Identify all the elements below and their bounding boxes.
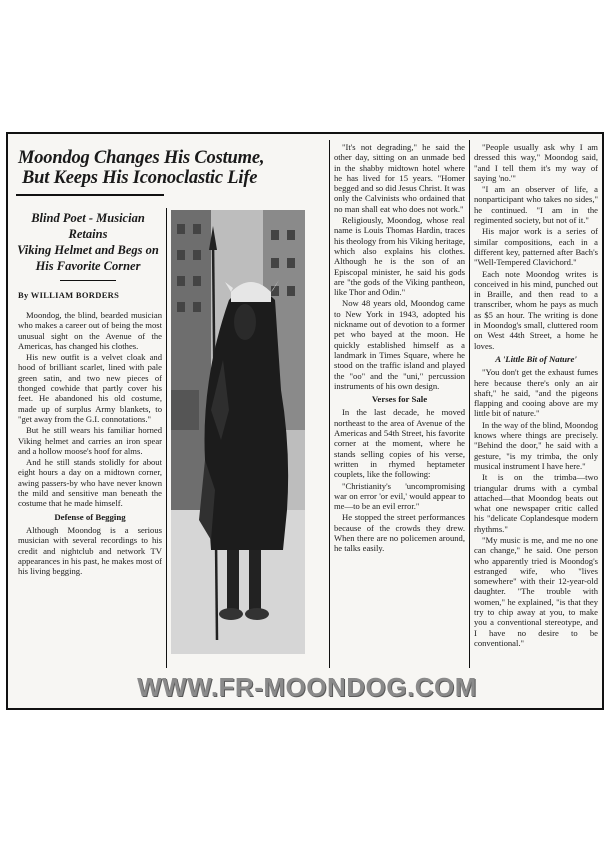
- paragraph: "I am an observer of life, a nonparticipant who takes no sides," he continued. "I am in the regimented society, but not of it.": [474, 184, 598, 226]
- paragraph: He stopped the street performances because of the crowds they drew. When there are no policemen around, he talks easily.: [334, 512, 465, 554]
- article-column-2: [334, 142, 465, 555]
- paragraph: His major work is a series of similar compositions, each in a different key, patterned after Bach's "Well-Tempered Clavichord.": [474, 226, 598, 268]
- paragraph: Now 48 years old, Moondog came to New York in 1943, adopted his nickname out of devotion to a former pet who bayed at the moon. He quickly established himself as a landmark in Times Square, where he stood on the traffic island and played the "oo" and the "uni," percussion instruments of his own design.: [334, 298, 465, 391]
- paragraph: Religiously, Moondog, whose real name is Louis Thomas Hardin, traces his theology from his Viking heritage, which also explains his clothes. Although he is the son of an Episcopal minister, he said his gods are "the gods of the Viking pantheon, like Thor and Odin.": [334, 215, 465, 298]
- section-heading: Defense of Begging: [54, 511, 126, 522]
- paragraph: It is on the trimba—two triangular drums with a cymbal attached—that Moondog beats out what one newspaper critic called his "delicate Coplandesque modern rhythms.": [474, 472, 598, 534]
- paragraph: Moondog, the blind, bearded musician who makes a career out of being the most unusual sight on the Avenue of the Americas, has changed his clothes.: [18, 310, 162, 351]
- paragraph: And he still stands stolidly for about eight hours a day on a midtown corner, awing passers-by who have never known the mild and sensitive man beneath the costume that he made himself.: [18, 457, 162, 509]
- moondog-photo: [171, 210, 305, 654]
- subhead-line-3: His Favorite Corner: [35, 259, 141, 273]
- column-divider-2: [329, 140, 330, 668]
- watermark: WWW.FR-MOONDOG.COM: [137, 672, 477, 702]
- column-divider-3: [469, 140, 470, 668]
- headline-rule: [16, 194, 164, 196]
- subheadline: [14, 210, 162, 274]
- paragraph: But he still wears his familiar horned Viking helmet and carries an iron spear and a hollow moose's hoof for alms.: [18, 425, 162, 456]
- paragraph: Each note Moondog writes is conceived in his mind, punched out in Braille, and then read to a transcriber, whom he pays as much as $5 an hour. The writing is done in Moondog's small, cluttered room on West 44th Street, a home he loves.: [474, 268, 598, 351]
- article-column-1: [18, 310, 162, 577]
- section-heading: Verses for Sale: [371, 394, 428, 405]
- article-column-3: [474, 142, 598, 649]
- paragraph: "You don't get the exhaust fumes here because there's only an air shaft," he said, "and the pigeons flapping and cooing above are my little bit of nature.": [474, 367, 598, 419]
- paragraph: "It's not degrading," he said the other day, sitting on an unmade bed in the shabby midtown hotel where he has lived for 15 years. "Homer begged and so did Jesus Christ. It was only the Calvinists who ordained that no man shall eat who does not work.": [334, 142, 465, 214]
- paragraph: "My music is me, and me no one can change," he said. One person who apparently tried is Moondog's estranged wife, who "lives somewhere" with their 12-year-old daughter. "The trouble with women," he explained, "is that they try to chip away at you, to make you a conventional stereotype, and I have no desire to be conventional.": [474, 534, 598, 648]
- section-heading: A 'Little Bit of Nature': [495, 353, 577, 364]
- subhead-line-1: Blind Poet - Musician Retains: [31, 211, 145, 241]
- paragraph: Although Moondog is a serious musician with several recordings to his credit and nightclub and network TV appearances in his past, he makes most of his living begging.: [18, 524, 162, 577]
- subhead-line-2: Viking Helmet and Begs on: [17, 243, 159, 257]
- subhead-rule: [60, 280, 116, 281]
- byline: By WILLIAM BORDERS: [18, 290, 120, 300]
- paragraph: "Christianity's 'uncompromising war on error 'or evil,' would appear to me—to be an evil error.": [334, 480, 465, 512]
- headline-line-2: But Keeps His Iconoclastic Life: [22, 168, 258, 188]
- paragraph: "People usually ask why I am dressed this way," Moondog said, "and I tell them it's my way of saying 'no.'": [474, 142, 598, 183]
- paragraph: His new outfit is a velvet cloak and hood of brilliant scarlet, lined with pale green satin, and two new pieces of thonged cowhide that partly cover his feet. He abandoned his old costume, made up of surplus Army blankets, to "get away from the G.I. connotations.": [18, 352, 162, 424]
- headline-line-1: Moondog Changes His Costume,: [18, 148, 265, 168]
- paragraph: In the way of the blind, Moondog knows where things are precisely. "Behind the door," he said with a gesture, "is my trimba, the only musical instrument I have here.": [474, 419, 598, 471]
- headline: [18, 148, 318, 188]
- newspaper-clipping: [6, 132, 604, 710]
- paragraph: In the last decade, he moved northeast to the area of Avenue of the Americas and 54th Street, his favorite corner at the moment, where he stands selling copies of his verse, written in rhymed heptameter couplets, like the following:: [334, 407, 465, 480]
- column-divider-1: [166, 208, 167, 668]
